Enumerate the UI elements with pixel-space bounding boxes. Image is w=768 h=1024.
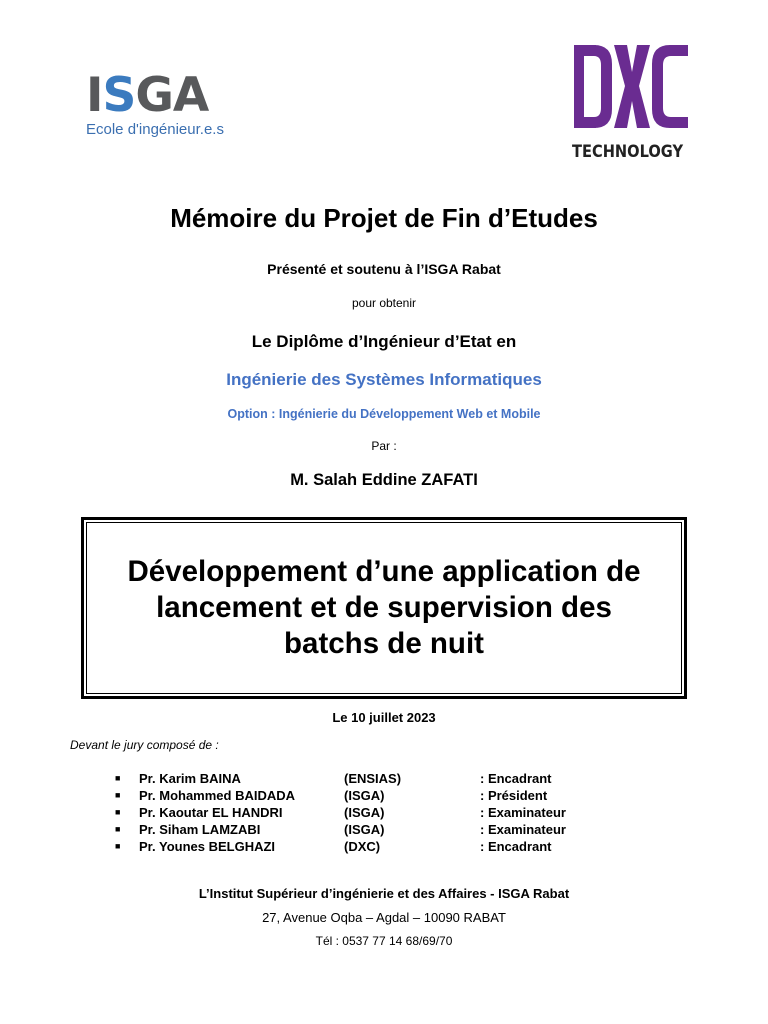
project-title	[127, 554, 640, 662]
project-title-line-3: batchs de nuit	[284, 627, 484, 660]
isga-logo-subtitle: Ecole d'ingénieur.e.s	[86, 121, 224, 138]
jury-member-role: : Examinateur	[480, 822, 566, 837]
jury-member-org: (DXC)	[344, 839, 381, 854]
jury-member-name: Pr. Siham LAMZABI	[139, 822, 261, 837]
jury-member	[115, 771, 635, 788]
by-line: Par :	[371, 439, 397, 453]
jury-member-role: : Encadrant	[480, 839, 552, 854]
jury-intro: Devant le jury composé de :	[70, 738, 219, 752]
dxc-technology-logo	[572, 42, 692, 167]
defense-date: Le 10 juillet 2023	[332, 710, 436, 725]
jury-member	[115, 822, 635, 839]
presented-line: Présenté et soutenu à l’ISGA Rabat	[267, 261, 501, 277]
jury-member	[115, 805, 635, 822]
bullet-icon: ■	[115, 773, 121, 783]
jury-member-org: (ISGA)	[344, 822, 385, 837]
jury-member-org: (ENSIAS)	[344, 771, 402, 786]
bullet-icon: ■	[115, 790, 121, 800]
jury-member-org: (ISGA)	[344, 788, 385, 803]
option-line: Option : Ingénierie du Développement Web et Mobile	[227, 407, 541, 421]
bullet-icon: ■	[115, 807, 121, 817]
author-name: M. Salah Eddine ZAFATI	[290, 471, 478, 489]
jury-member-role: : Président	[480, 788, 548, 803]
field-line: Ingénierie des Systèmes Informatiques	[226, 370, 542, 389]
isga-logo-word: ISGA	[86, 68, 209, 123]
jury-member-org: (ISGA)	[344, 805, 385, 820]
dxc-mark-icon	[572, 42, 692, 137]
institute-address: 27, Avenue Oqba – Agdal – 10090 RABAT	[262, 910, 506, 925]
main-title: Mémoire du Projet de Fin d’Etudes	[170, 203, 598, 233]
jury-member-name: Pr. Mohammed BAIDADA	[139, 788, 296, 803]
jury-member-name: Pr. Younes BELGHAZI	[139, 839, 276, 854]
isga-logo	[86, 70, 226, 140]
jury-member	[115, 788, 635, 805]
jury-list	[115, 771, 635, 856]
jury-member-role: : Examinateur	[480, 805, 566, 820]
project-title-box	[81, 517, 687, 699]
bullet-icon: ■	[115, 824, 121, 834]
jury-member-role: : Encadrant	[480, 771, 552, 786]
bullet-icon: ■	[115, 841, 121, 851]
diploma-line: Le Diplôme d’Ingénieur d’Etat en	[251, 332, 517, 351]
institute-phone: Tél : 0537 77 14 68/69/70	[315, 934, 453, 948]
dxc-logo-word: TECHNOLOGY	[572, 142, 684, 162]
project-title-line-2: lancement et de supervision des	[156, 591, 612, 624]
to-obtain-line: pour obtenir	[351, 296, 417, 310]
jury-member-name: Pr. Kaoutar EL HANDRI	[139, 805, 283, 820]
jury-member	[115, 839, 635, 856]
project-title-line-1: Développement d’une application de	[127, 555, 641, 588]
jury-member-name: Pr. Karim BAINA	[139, 771, 241, 786]
institute-name: L’Institut Supérieur d’ingénierie et des Affaires - ISGA Rabat	[198, 886, 570, 901]
project-title-box-inner	[86, 522, 682, 694]
